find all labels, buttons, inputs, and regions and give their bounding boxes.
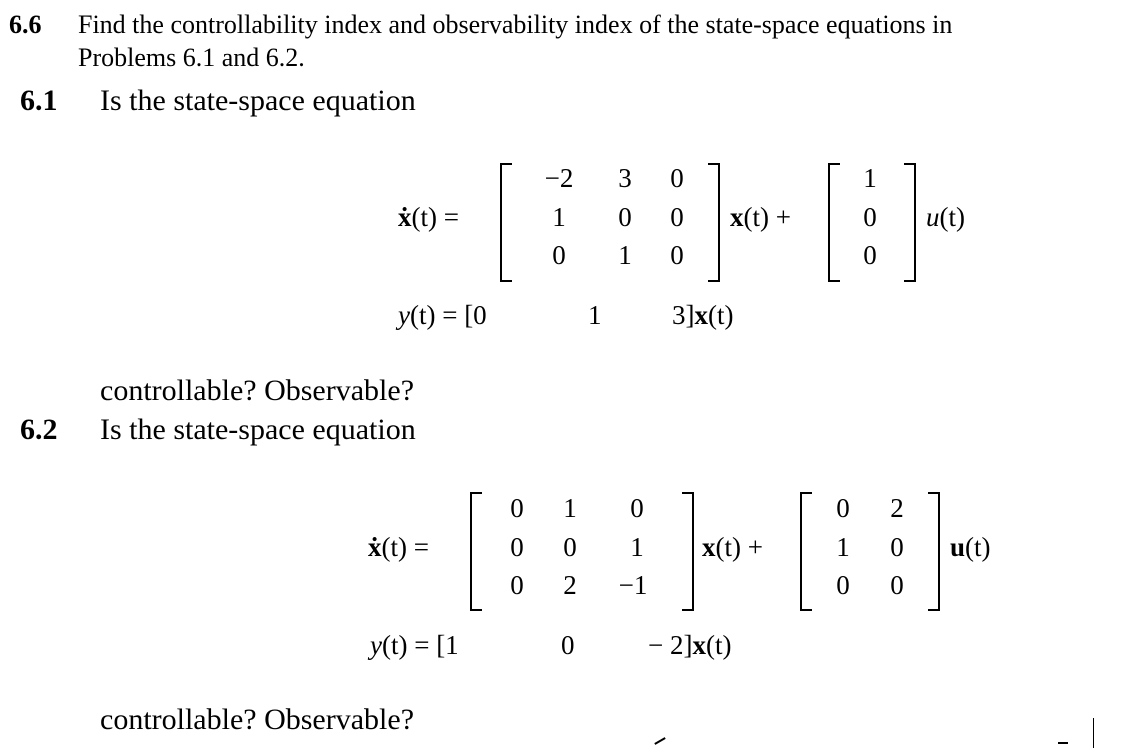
p61-u-term bbox=[926, 202, 965, 233]
p62-matrix-b-right-bracket bbox=[928, 492, 940, 611]
p62-a-cell: 0 bbox=[630, 493, 644, 523]
p62-c3-pre: − 2] bbox=[648, 630, 693, 660]
p61-c-third bbox=[672, 300, 733, 331]
p61-matrix-a-left-bracket bbox=[500, 163, 512, 282]
problem-6-6-number: 6.6 bbox=[9, 10, 42, 39]
p62-b-cell: 2 bbox=[890, 493, 904, 523]
p61-matrix-a-right-bracket bbox=[708, 163, 720, 282]
p62-a-cell: −1 bbox=[618, 570, 648, 600]
p62-u-symbol: u bbox=[950, 532, 966, 562]
p62-b-cell: 0 bbox=[890, 532, 904, 562]
p61-x-term-t: (t) + bbox=[743, 202, 791, 232]
p62-matrix-a-right-bracket bbox=[682, 492, 694, 611]
p62-question: controllable? Observable? bbox=[100, 703, 415, 736]
p62-a-cell: 2 bbox=[563, 570, 577, 600]
p61-a-cell: 0 bbox=[552, 240, 566, 270]
p62-a-cell: 0 bbox=[510, 570, 524, 600]
p62-c-second: 0 bbox=[561, 630, 575, 660]
p62-c3-t: (t) bbox=[705, 630, 732, 660]
p61-c-second: 1 bbox=[588, 300, 602, 330]
p61-b-cell: 0 bbox=[863, 202, 877, 232]
p62-matrix-a-left-bracket bbox=[470, 492, 482, 611]
p62-x-term bbox=[702, 532, 763, 563]
p62-u-term bbox=[950, 532, 991, 563]
problem-6-6-line1: Find the controllability index and observability index of the state-space equations in bbox=[78, 10, 953, 39]
p62-y-mid: (t) = [1 bbox=[381, 630, 459, 660]
p61-y-symbol: y bbox=[398, 300, 410, 330]
p62-a-cell: 1 bbox=[630, 532, 644, 562]
cropped-glyph-fragment bbox=[1058, 742, 1068, 744]
p61-u-term-t: (t) bbox=[939, 202, 965, 232]
p61-x-symbol: x bbox=[730, 202, 744, 232]
p61-b-cell: 0 bbox=[863, 240, 877, 270]
text-cursor bbox=[1093, 718, 1094, 748]
p62-b-cell: 0 bbox=[836, 570, 850, 600]
p61-output-lhs bbox=[398, 300, 487, 331]
p62-b-cell: 0 bbox=[890, 570, 904, 600]
p61-lhs-t: (t) = bbox=[411, 202, 459, 232]
p62-c3-x-symbol: x bbox=[692, 630, 706, 660]
p62-y-symbol: y bbox=[370, 630, 382, 660]
p61-state-lhs bbox=[398, 202, 459, 233]
p62-x-symbol: x bbox=[702, 532, 716, 562]
p62-output-lhs bbox=[370, 630, 459, 661]
p61-x-term bbox=[730, 202, 791, 233]
p61-question: controllable? Observable? bbox=[100, 374, 415, 407]
p62-c-third bbox=[648, 630, 731, 661]
p62-matrix-b-left-bracket bbox=[800, 492, 812, 611]
p61-u-symbol: u bbox=[926, 202, 940, 232]
p62-x-term-t: (t) + bbox=[715, 532, 763, 562]
p61-b-cell: 1 bbox=[863, 163, 877, 193]
p61-y-mid: (t) = [0 bbox=[409, 300, 487, 330]
p61-a-cell: 3 bbox=[618, 163, 632, 193]
problem-6-2-intro: Is the state-space equation bbox=[100, 413, 416, 446]
p61-c3-x-symbol: x bbox=[694, 300, 708, 330]
p61-a-cell: −2 bbox=[544, 163, 574, 193]
p62-a-cell: 0 bbox=[510, 532, 524, 562]
p61-matrix-b-left-bracket bbox=[828, 163, 840, 282]
p61-c3-pre: 3] bbox=[672, 300, 695, 330]
p62-state-lhs bbox=[368, 532, 429, 563]
p61-xdot-symbol: ẋ bbox=[398, 202, 412, 232]
p61-a-cell: 1 bbox=[552, 202, 566, 232]
p61-a-cell: 0 bbox=[670, 240, 684, 270]
p62-b-cell: 1 bbox=[836, 532, 850, 562]
problem-6-6-line2: Problems 6.1 and 6.2. bbox=[78, 43, 305, 72]
p62-lhs-t: (t) = bbox=[381, 532, 429, 562]
p62-u-term-t: (t) bbox=[965, 532, 991, 562]
p61-a-cell: 0 bbox=[670, 163, 684, 193]
p61-a-cell: 0 bbox=[618, 202, 632, 232]
cropped-glyph-fragment bbox=[654, 737, 665, 745]
p62-b-cell: 0 bbox=[836, 493, 850, 523]
problem-6-1-number: 6.1 bbox=[20, 84, 58, 117]
problem-6-2-number: 6.2 bbox=[20, 413, 58, 446]
p61-c3-t: (t) bbox=[708, 300, 734, 330]
p62-a-cell: 1 bbox=[563, 493, 577, 523]
p62-a-cell: 0 bbox=[563, 532, 577, 562]
problem-6-1-intro: Is the state-space equation bbox=[100, 84, 416, 117]
p61-a-cell: 0 bbox=[670, 202, 684, 232]
p61-a-cell: 1 bbox=[618, 240, 632, 270]
p62-a-cell: 0 bbox=[510, 493, 524, 523]
p61-matrix-b-right-bracket bbox=[904, 163, 916, 282]
p62-xdot-symbol: ẋ bbox=[368, 532, 382, 562]
